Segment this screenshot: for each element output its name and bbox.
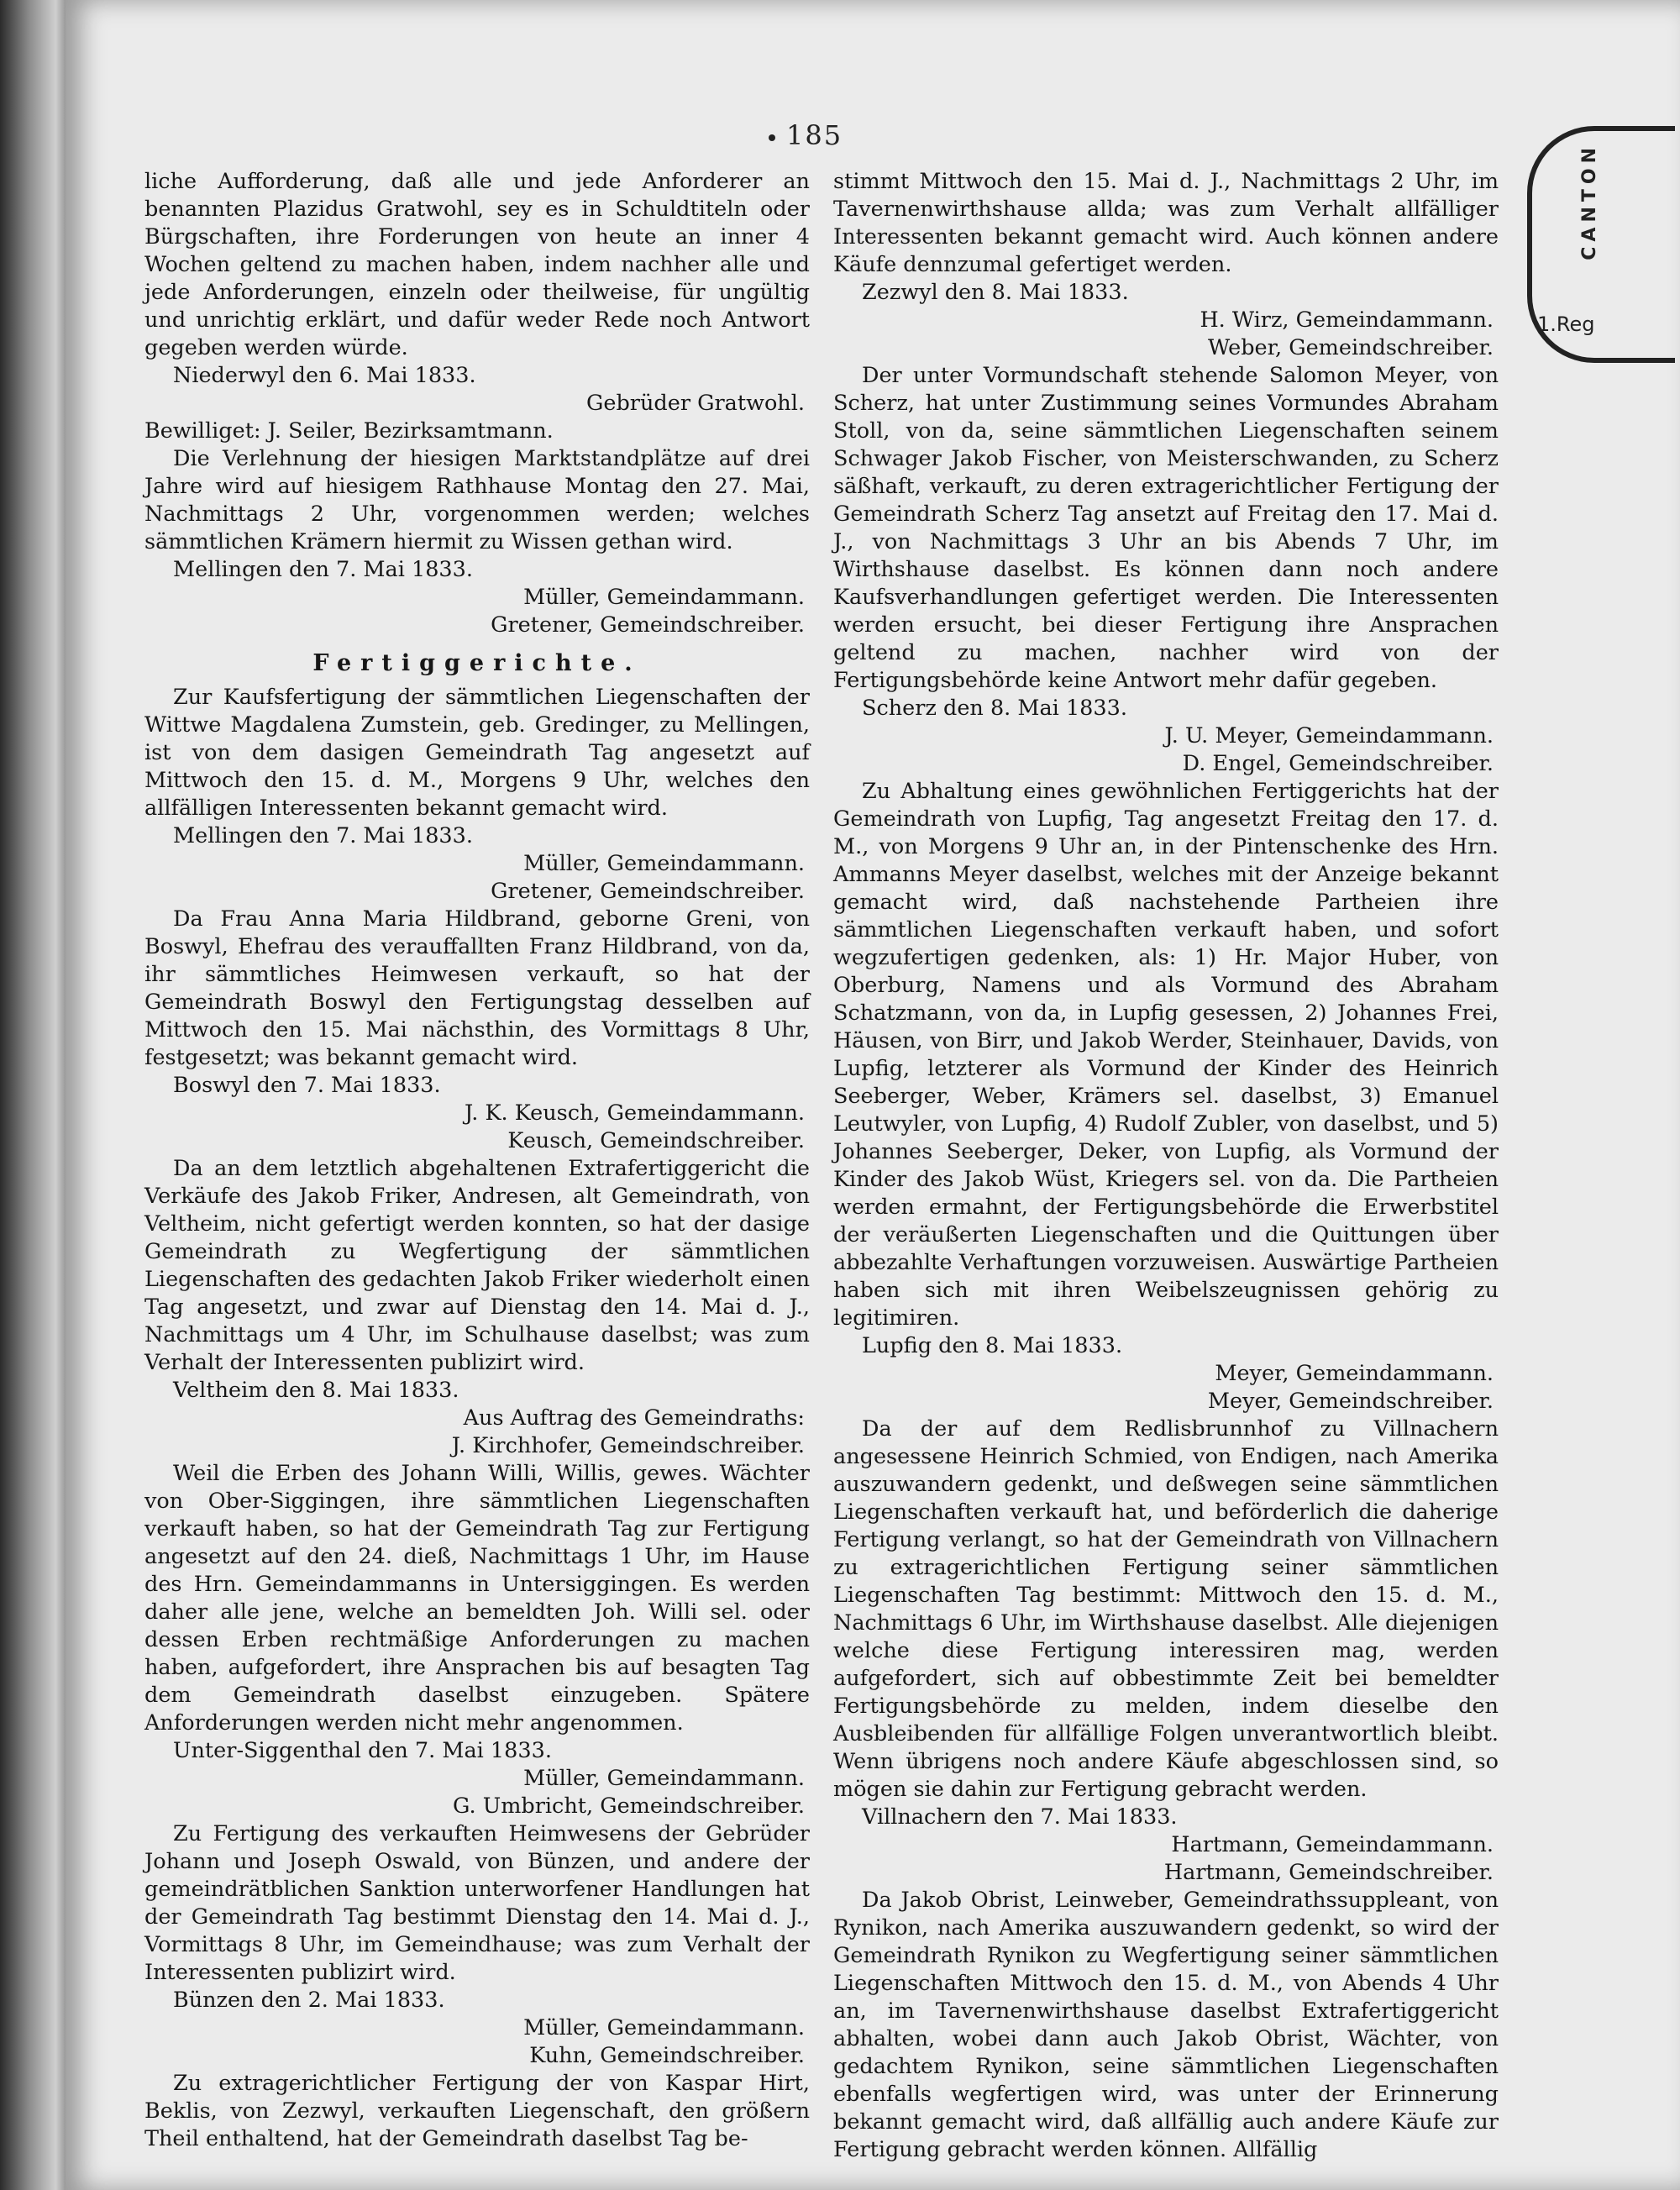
- dateline: Scherz den 8. Mai 1833.: [862, 696, 1127, 721]
- dateline: Lupfig den 8. Mai 1833.: [862, 1333, 1123, 1358]
- signature: Meyer, Gemeindammann.: [1215, 1361, 1494, 1386]
- previous-page-edge: [0, 0, 66, 2190]
- paragraph: Bewilliget: J. Seiler, Bezirksamtmann.: [144, 418, 554, 444]
- dateline: Mellingen den 7. Mai 1833.: [173, 557, 473, 582]
- left-column: [144, 168, 810, 2153]
- dateline: Niederwyl den 6. Mai 1833.: [173, 363, 476, 388]
- paragraph: Da der auf dem Redlisbrunnhof zu Villnachern angesessene Heinrich Schmied, von Endigen, nach Amerika auszuwandern gedenkt, und deßwegen seine sämmtlichen Liegenschaften verkauft hat, und beförderlich die daherige Fertigung verlangt, so hat der Gemeindrath von Villnachern zu extragerichtlichen Fertigung seiner sämmtlichen Liegenschaften Tag bestimmt: Mittwoch den 15. d. M., Nachmittags 6 Uhr, im Wirthshause daselbst. Alle diejenigen welche diese Fertigung interessiren mag, werden aufgefordert, sich auf obbestimmte Zeit bei bemeldter Fertigungsbehörde zu melden, indem dieselbe den Ausbleibenden für allfällige Folgen unverantwortlich bleibt. Wenn übrigens noch andere Käufe abgeschlossen sind, so mögen sie dahin zur Fertigung gebracht werden.: [833, 1416, 1499, 1802]
- paragraph: Zu Fertigung des verkauften Heimwesens der Gebrüder Johann und Joseph Oswald, von Bünzen, und andere der gemeindrätblichen Sanktion unterworfener Handlungen hat der Gemeindrath Tag bestimmt Dienstag den 14. Mai d. J., Vormittags 8 Uhr, im Gemeindhause; was zum Verhalt der Interessenten publizirt wird.: [144, 1821, 810, 1985]
- signature: J. K. Keusch, Gemeindammann.: [465, 1100, 805, 1126]
- signature: J. U. Meyer, Gemeindammann.: [1164, 723, 1494, 748]
- dateline: Villnachern den 7. Mai 1833.: [862, 1804, 1178, 1830]
- right-column: [833, 168, 1499, 2164]
- signature: Müller, Gemeindammann.: [523, 1766, 805, 1791]
- dateline: Zezwyl den 8. Mai 1833.: [862, 280, 1129, 305]
- paragraph: Da an dem letztlich abgehaltenen Extrafertiggericht die Verkäufe des Jakob Friker, Andresen, alt Gemeindrath, von Veltheim, nicht gefertigt werden konnten, so hat der dasige Gemeindrath zu Wegfertigung der sämmtlichen Liegenschaften des gedachten Jakob Friker wiederholt einen Tag angesetzt, und zwar auf Dienstag den 14. Mai d. J., Nachmittags um 4 Uhr, im Schulhause daselbst; was zum Verhalt der Interessenten publizirt wird.: [144, 1156, 810, 1375]
- paragraph: Da Frau Anna Maria Hildbrand, geborne Greni, von Boswyl, Ehefrau des verauffallten Franz Hildbrand, von da, ihr sämmtliches Heimwesen verkauft, so hat der Gemeindrath Boswyl den Fertigungstag desselben auf Mittwoch den 15. Mai nächsthin, des Vormittags 8 Uhr, festgesetzt; was bekannt gemacht wird.: [144, 906, 810, 1070]
- signature: Meyer, Gemeindschreiber.: [1207, 1389, 1494, 1414]
- signature: Kuhn, Gemeindschreiber.: [529, 2043, 805, 2068]
- signature: Müller, Gemeindammann.: [523, 585, 805, 610]
- signature: Müller, Gemeindammann.: [523, 2015, 805, 2040]
- paragraph: Der unter Vormundschaft stehende Salomon Meyer, von Scherz, hat unter Zustimmung seines Vormundes Abraham Stoll, von da, seine sämmtlichen Liegenschaften seinem Schwager Jakob Fischer, von Meisterschwanden, zu Scherz säßhaft, verkauft, zu deren extragerichtlicher Fertigung der Gemeindrath Scherz Tag ansetzt auf Freitag den 17. Mai d. J., von Nachmittags 3 Uhr an bis Abends 7 Uhr, im Wirthshause daselbst. Es können dann noch andere Kaufsverhandlungen gefertiget werden. Die Interessenten werden ersucht, bei dieser Fertigung ihre Ansprachen geltend zu machen, nachher wird von der Fertigungsbehörde keine Antwort mehr dafür gegeben.: [833, 363, 1499, 693]
- signature: Keusch, Gemeindschreiber.: [507, 1128, 805, 1153]
- signature: Gebrüder Gratwohl.: [586, 391, 805, 416]
- signature: Gretener, Gemeindschreiber.: [491, 612, 805, 638]
- paragraph: liche Aufforderung, daß alle und jede Anforderer an benannten Plazidus Gratwohl, sey es in Schuldtiteln oder Bürgschaften, ihre Forderungen von heute an inner 4 Wochen geltend zu machen haben, indem nachher alle und jede Anforderungen, einzeln oder theilweise, für ungültig und unrichtig erklärt, und dafür weder Rede noch Antwort gegeben werden würde.: [144, 169, 810, 360]
- page-number: 185: [786, 119, 843, 151]
- signature: H. Wirz, Gemeindammann.: [1200, 307, 1494, 333]
- signature: Gretener, Gemeindschreiber.: [491, 879, 805, 904]
- paragraph: Zu Abhaltung eines gewöhnlichen Fertiggerichts hat der Gemeindrath von Lupfig, Tag angesetzt Freitag den 17. d. M., von Morgens 9 Uhr an, in der Pintenschenke des Hrn. Ammanns Meyer daselbst, welches mit der Anzeige bekannt gemacht wird, daß nachstehende Partheien ihre sämmtlichen Liegenschaften verkauft haben, und sofort wegzufertigen gedenken, als: 1) Hr. Major Huber, von Oberburg, Namens und als Vormund des Abraham Schatzmann, von da, in Lupfig gesessen, 2) Johannes Frei, Häusen, von Birr, und Jakob Werder, Steinhauer, Davids, von Lupfig, letzterer als Vormund der Kinder des Heinrich Seeberger, Weber, Krämers sel. daselbst, 3) Emanuel Leutwyler, von Lupfig, 4) Rudolf Zubler, von daselbst, und 5) Johannes Seeberger, Deker, von Lupfig, als Vormund der Kinder des Jakob Wüst, Kriegers sel. von da. Die Partheien werden ermahnt, der Fertigungsbehörde die Erwerbstitel der veräußerten Liegenschaften und die Quittungen über abbezahlte Verhaftungen vorzuweisen. Auswärtige Partheien haben sich mit ihren Weibelszeugnissen gehörig zu legitimiren.: [833, 779, 1499, 1331]
- dateline: Mellingen den 7. Mai 1833.: [173, 823, 473, 848]
- signature: Aus Auftrag des Gemeindraths:: [463, 1405, 805, 1431]
- paragraph: stimmt Mittwoch den 15. Mai d. J., Nachmittags 2 Uhr, im Tavernenwirthshause allda; was zum Verhalt allfälliger Interessenten bekannt gemacht wird. Auch können andere Käufe dennzumal gefertiget werden.: [833, 169, 1499, 277]
- signature: Weber, Gemeindschreiber.: [1207, 335, 1494, 360]
- signature: Hartmann, Gemeindschreiber.: [1163, 1860, 1494, 1885]
- stamp-subtext: 1.Reg: [1537, 312, 1595, 336]
- signature: Müller, Gemeindammann.: [523, 851, 805, 876]
- signature: J. Kirchhofer, Gemeindschreiber.: [451, 1433, 805, 1458]
- signature: D. Engel, Gemeindschreiber.: [1182, 751, 1494, 776]
- signature: Hartmann, Gemeindammann.: [1171, 1832, 1494, 1857]
- dateline: Boswyl den 7. Mai 1833.: [173, 1073, 441, 1098]
- paragraph: Zu extragerichtlicher Fertigung der von Kaspar Hirt, Beklis, von Zezwyl, verkauften Liegenschaft, den größern Theil enthaltend, hat der Gemeindrath daselbst Tag be-: [144, 2071, 810, 2151]
- page-dot: [769, 134, 775, 141]
- signature: G. Umbricht, Gemeindschreiber.: [453, 1793, 805, 1819]
- stamp-text: CANTON: [1579, 143, 1600, 260]
- dateline: Unter-Siggenthal den 7. Mai 1833.: [173, 1738, 552, 1763]
- dateline: Bünzen den 2. Mai 1833.: [173, 1988, 445, 2013]
- paragraph: Weil die Erben des Johann Willi, Willis, gewes. Wächter von Ober-Siggingen, ihre sämmtlichen Liegenschaften verkauft haben, so hat der Gemeindrath Tag zur Fertigung angesetzt auf den 24. dieß, Nachmittags 1 Uhr, im Hause des Hrn. Gemeindammanns in Untersiggingen. Es werden daher alle jene, welche an bemeldten Joh. Willi sel. oder dessen Erben rechtmäßige Anforderungen zu machen haben, aufgefordert, ihre Ansprachen bis auf besagten Tag dem Gemeindrath daselbst einzugeben. Spätere Anforderungen werden nicht mehr angenommen.: [144, 1461, 810, 1736]
- section-heading: Fertiggerichte.: [312, 650, 642, 676]
- paragraph: Zur Kaufsfertigung der sämmtlichen Liegenschaften der Wittwe Magdalena Zumstein, geb. Gredinger, zu Mellingen, ist von dem dasigen Gemeindrath Tag angesetzt auf Mittwoch den 15. d. M., Morgens 9 Uhr, welches den allfälligen Interessenten bekannt gemacht wird.: [144, 685, 810, 821]
- dateline: Veltheim den 8. Mai 1833.: [173, 1378, 459, 1403]
- paragraph: Die Verlehnung der hiesigen Marktstandplätze auf drei Jahre wird auf hiesigem Rathhause Montag den 27. Mai, Nachmittags 2 Uhr, vorgenommen werden; welches sämmtlichen Krämern hiermit zu Wissen gethan wird.: [144, 446, 810, 554]
- paragraph: Da Jakob Obrist, Leinweber, Gemeindrathssuppleant, von Rynikon, nach Amerika auszuwandern gedenkt, so wird der Gemeindrath Rynikon zu Wegfertigung seiner sämmtlichen Liegenschaften Mittwoch den 15. d. M., von Abends 4 Uhr an, im Tavernenwirthshause daselbst Extrafertiggericht abhalten, wobei dann auch Jakob Obrist, Wächter, von gedachtem Rynikon, seine sämmtlichen Liegenschaften ebenfalls wegfertigen wird, was unter der Erinnerung bekannt gemacht wird, daß allfällig auch andere Käufe zur Fertigung gebracht werden können. Allfällig: [833, 1888, 1499, 2162]
